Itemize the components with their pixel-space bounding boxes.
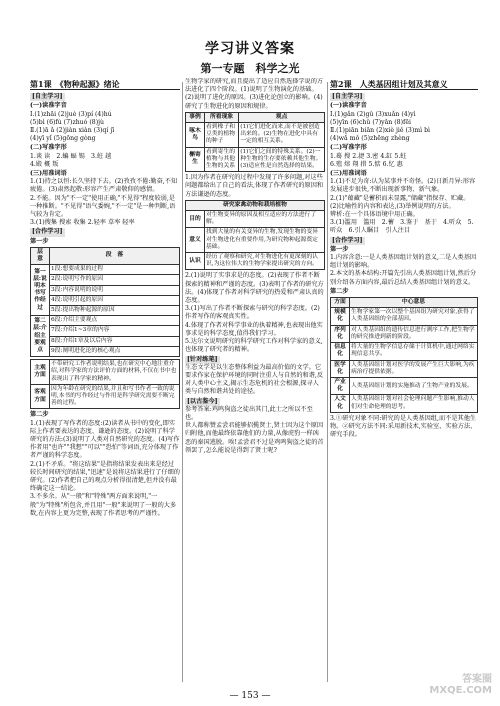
answer-paragraph: 2.(1)"蕴藏"是蓄积而未显露,"储藏"指保存、贮藏。(2)比喻性的内容和表达,(3)举例说明的方法。	[330, 194, 470, 210]
answer-paragraph: 生物学家的研究,而且提出了适应自然选择学说的方法进化了四个阶段。(1)说明了生物演化的基础。(2)说明了进化的原因。(3)进化论创立的影响。(4)研究了生物进化的原因和规律。	[185, 78, 324, 110]
answer-paragraph: 5.达尔文说明研究的科学研究工作对科学家的意义,也体现了研究者的精神。	[185, 338, 323, 354]
table-cell: 看到橡子和豆类的植物的种子	[205, 123, 239, 148]
table-header: 中心意思	[350, 298, 478, 308]
table-cell: 看到寄生的植物与其他生物的关系	[205, 147, 239, 172]
watermark-text: 答案圈	[462, 674, 492, 685]
answer-paragraph: 生态文学是以生态整体利益为最高价值的文学。它要求作家在保护环境的同时注重人与自然的和谐,反对人类中心主义,揭示生态危机的社会根源,探寻人类与自然和谐共处的途径。	[185, 363, 324, 396]
answer-line: 6.殖 熔 翔 措 5.惦 6.忆 惠	[330, 160, 403, 168]
table-cell: 8段:介绍1章及以后内容	[50, 336, 180, 346]
answer-paragraph: 1.因为作者在研究的过程中发现了许多问题,对这些问题都给出了自己的看法,体现了作者研究的原因和方法谦逊的态度。	[185, 174, 324, 198]
answer-paragraph: 3.①研究对象不同:研究的是人类基因组,而不是其他生物。②研究方法不同:采用新技术,实验室、实验方法、研究手段。	[330, 414, 477, 439]
table-key: 客观方面	[31, 384, 50, 409]
answer-paragraph: 2.不能。因为"不一定"使用正确,"不见得"程度较弱,是一种推断。"不见得"语气委婉,"不一定"是一种判断,语气较为肯定。	[30, 194, 176, 219]
section-heading: [合作学习]	[32, 228, 63, 236]
section-heading: [以古鉴今]	[187, 397, 218, 405]
table-key: 产业化	[331, 377, 350, 394]
answer-line: 4.殿 概 叛	[30, 160, 59, 168]
table-key: 信息化	[331, 343, 350, 360]
answer-paragraph: 3.(1)搜集 搜索 收集 2.轻率 草率 轻率	[30, 219, 135, 227]
section-heading: [针对练笔]	[187, 355, 218, 363]
answer-paragraph: 世人都称赞孟尝君能够招揽贤士,贤士因为这个原因归附他,而他最终依靠他们的力量,从像虎豹一样凶恶的秦国逃脱。唉!孟尝君不过是鸡鸣狗盗之徒的首领罢了,怎么能说是得到了贤士呢?	[185, 422, 324, 454]
section-heading: [自主学习]	[32, 93, 63, 101]
answer-paragraph: 参考答案:鸡鸣狗盗之徒出其门,此士之所以不至也。	[185, 405, 313, 421]
answer-paragraph: 4.体现了作者对科学事业的执着精神,也表现出他实事求是的科学态度,值得我们学习。	[185, 321, 323, 337]
table-key: 序列化	[331, 325, 350, 342]
subsection-heading: (二)写准字形	[30, 144, 67, 152]
answer-paragraph: 2.(1)不矛盾。"将这结果"是指将结果发表出来是经过较长时间研究的结果,"迅速"是说将这结果进行了仔细的研究。(2)作者把自己的观点分析得很清楚,但并没有最终确定这一结论。	[30, 460, 180, 493]
table-cell: 3段:内容说明的说明	[50, 285, 180, 295]
table-header: 观点	[239, 112, 325, 122]
table-header: 方面	[331, 298, 350, 308]
table-cell: 人类基因组计划对社会伦理问题产生影响,推动人们对生命伦理的思考。	[350, 395, 478, 412]
table-cell: (1)它们进化而来,而不是被创造出来的。(2)生物在进化中具有一定的相互关系。	[239, 123, 325, 148]
page-subtitle: 第一专题 科学之光	[200, 62, 300, 75]
aspect-meaning-table	[330, 297, 478, 413]
answer-line: Ⅱ.(1)ā ǎ (2)jiàn xiàn (3)qí jī	[30, 127, 115, 135]
answer-paragraph: 2.本文的基本结构:开篇先引出人类基因组计划,然后分别介绍各方面内容,最后总结人类基因组计划的意义。	[330, 270, 477, 286]
watermark-url: MXQE.COM	[429, 685, 492, 696]
step-heading: 第二步	[30, 411, 49, 419]
column-right	[330, 78, 478, 683]
table-key: 主观方面	[31, 360, 50, 385]
answer-line: 1.蓦 搜 2.捷 3.密 4.缸 5.蛀	[330, 152, 407, 160]
table-key: 槲寄生	[186, 147, 205, 172]
table-key: 认识	[186, 253, 205, 270]
table-cell: 找到大量的有关变异的生物,发现生物的变异对生物进化有重要作用,为研究物种起源奠定基础。	[205, 228, 325, 253]
structure-table	[30, 247, 180, 357]
table-cell: 对人类基因组的遗传信息进行测序工作,把生物学的研究推进到新的阶段。	[350, 325, 478, 342]
table-cell: 2段:说明写作的原因	[50, 275, 180, 285]
table-key: 目的	[186, 211, 205, 228]
answer-paragraph: 1.(1)持之以恒:长久坚持下去。(2)孜孜不倦:勤奋,不知疲倦。(3)肃然起敬:形容产生严肃敬仰的感情。	[30, 178, 178, 194]
subsection-heading: (三)用准词语	[330, 170, 367, 178]
answer-line: 1.谈 读 2.蝙 蝠 锡 3.蛀 越	[30, 152, 112, 160]
answer-paragraph: 3.不多余。从"一般"和"特殊"两方面来说明,"一般"为"特殊"所包含,并且用"一般"来说明了一般的大多数,在内容上更为完整,表现了作者思考的严谨性。	[30, 493, 177, 517]
subsection-heading: (一)读准字音	[330, 102, 367, 110]
answer-paragraph: 辨析:在一个具体语境中用正确。	[330, 211, 419, 219]
table-cell: 人类基因组计划的实施推动了生物产业的发展。	[350, 377, 478, 394]
table-cell: 将大量的生物学信息存储于计算机中,通过网络实现信息共享。	[350, 343, 478, 360]
table-header: 所看现象	[205, 112, 239, 122]
table-cell: 因为年龄在研究的结果,并且和写书作者一致的说明,本书的写作经过与作用是科学研究需要不断完善的过程。	[50, 384, 180, 409]
subsection-heading: (三)用准词语	[30, 170, 67, 178]
table-header: 事例	[186, 112, 205, 122]
table-key: 啄木鸟	[186, 123, 205, 148]
example-table	[185, 112, 325, 172]
section-heading: [合作学习]	[332, 236, 363, 244]
table-cell: 不带研究工作者说明结果,也在研究中心地注重介绍,对科学家的方法评价方面的材料,不仅在书中也表现出了科学家的精神。	[50, 360, 180, 385]
table-key: 人文化	[331, 395, 350, 412]
answer-paragraph: 2.(1)说明了实事求是的态度。(2)表现了作者不断探索的精神和严谨的态度。(3)表明了作者的研究方法。(4)体现了作者对科学研究的热爱和严肃认真的态度。	[185, 272, 324, 305]
answer-paragraph: 1.内容含意:一是人类基因组计划的意义,二是人类基因组计划的影响。	[330, 254, 477, 270]
aspect-table	[30, 359, 180, 409]
lesson-title: 第2课 人类基因组计划及其意义	[330, 80, 478, 90]
step-heading: 第一步	[330, 245, 349, 253]
answer-line: (5)bì (6)fù (7)zhuó (8)jù	[30, 118, 105, 126]
subsection-heading: (一)读准字音	[30, 102, 67, 110]
answer-paragraph: 3.(1)滥用 滥用 2.蓄 3.鉴于 基于 4.听众 5.听众 6.引人瞩目 引人注目	[330, 219, 474, 235]
page-number: — 153 —	[229, 691, 271, 701]
table-header: 层 意	[31, 247, 50, 264]
step-heading: 第二步	[330, 287, 349, 295]
table-header: 段 落	[50, 247, 180, 264]
table-cell: 7段:介绍1~3章的内容	[50, 326, 180, 336]
table-key: 医学化	[331, 360, 350, 377]
table-cell: 生物学家第一次以整个基因组为研究对象,获得了人类基因组的全部基因。	[350, 308, 478, 325]
table-title: 研究家禽动物和栽培植物	[186, 200, 325, 210]
answer-paragraph: 3.(1)写出了作者不断探索与研究的科学态度。(2)作者写作的客观真实性。	[185, 305, 320, 321]
table-cell: (1)它们之间的特殊关系。(2)一种生物的生存要依赖其他生物。(3)适应性是自然选择的结果。	[239, 147, 325, 172]
subsection-heading: (二)写准字形	[330, 144, 367, 152]
answer-paragraph: 1.(1)不足为奇:认为某事并不奇怪。(2)日新月异:形容发展进步很快,不断出现新事物、新气象。	[330, 178, 476, 194]
watermark	[429, 674, 492, 696]
section-heading: [自主学习]	[332, 93, 363, 101]
column-middle	[185, 78, 325, 683]
table-cell: 对生物变异的原因及相互适应的方法进行了解。	[205, 211, 325, 228]
table-key: 意义	[186, 228, 205, 253]
research-table	[185, 200, 325, 271]
table-key: 规模化	[331, 308, 350, 325]
table-cell: 人类基因组计划对医学的发展产生巨大影响,为疾病治疗提供依据。	[350, 360, 478, 377]
table-cell: 4段:说明引起的原因	[50, 295, 180, 305]
answer-line: Ⅰ.(1)zhāi (2)juè (3)pí (4)hú	[30, 110, 112, 118]
answer-line: Ⅰ.(1)gǎn (2)gǔ (3)xuǎn (4)yì	[330, 110, 416, 118]
column-divider	[182, 82, 183, 682]
answer-paragraph: 1.(1)表现了写作者的态度:(2)读者从书中的变化,即实际上作者要表达的态度、谦逊的态度。(2)说明了科学研究的方法:(3)说明了人类对自然研究的态度。(4)写作作者用"也许""我想""可以""恐怕"等词语,充分体现了作者严谨的科学态度。	[30, 419, 180, 460]
table-cell: 6段:介绍主要观点	[50, 316, 180, 326]
lesson-title: 第1课 《物种起源》绪论	[30, 80, 180, 90]
table-cell: 1段:想要成果的过程	[50, 265, 180, 275]
answer-line: Ⅱ.(1)piān biān (2)xiè jiě (3)mì bì	[330, 127, 431, 135]
answer-line: (4)yī yǐ (5)gōng gòng	[30, 135, 96, 143]
answer-line: (4)wǎ mǒ (5)zhēng zhèng	[330, 135, 410, 143]
table-group-label: 第一层:说明本书写作经过	[31, 265, 50, 316]
step-heading: 第一步	[30, 237, 49, 245]
column-divider	[327, 82, 328, 682]
table-cell: 9段:阐明进化论的核心观点	[50, 346, 180, 356]
answer-line: (5)yīn (6)chǔ (7)yǎn (8)fēi	[330, 118, 411, 126]
column-left	[30, 78, 180, 683]
table-group-label: 第二层:介绍主要观点	[31, 316, 50, 357]
page-title: 学习讲义答案	[205, 41, 295, 57]
table-cell: 5段:提出物种起源的原因	[50, 306, 180, 316]
table-cell: 经历了观察和研究,对生物进化有更深刻的认识,为这位伟大的生物学家提出研究的方向。	[205, 253, 325, 270]
